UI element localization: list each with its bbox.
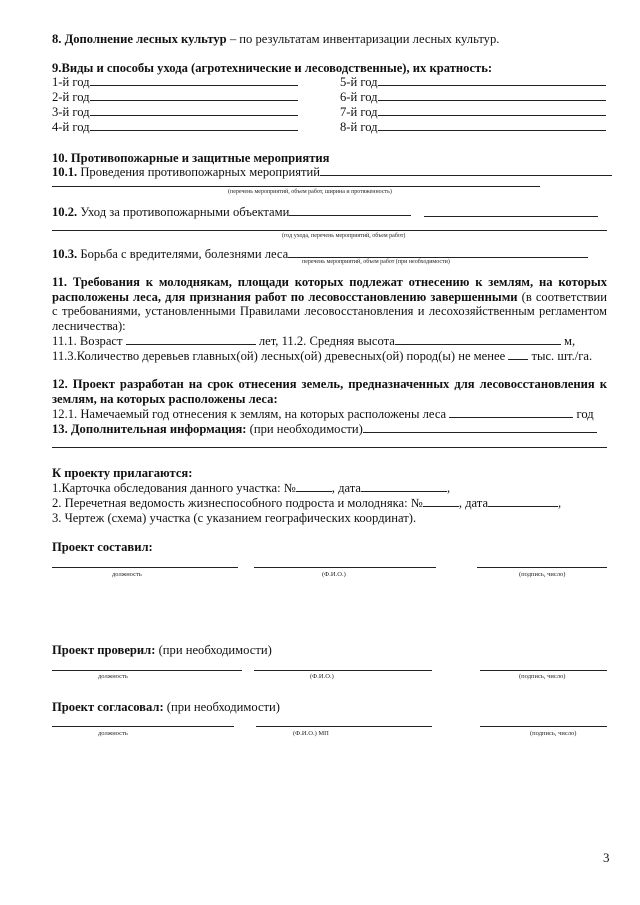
item-text: Борьба с вредителями, болезнями леса [77, 247, 289, 261]
approved-by-title: Проект согласовал: [52, 700, 164, 714]
count-field[interactable] [508, 349, 528, 360]
attachment-text: 1.Карточка обследования данного участка: № [52, 481, 296, 495]
attachment-3: 3. Чертеж (схема) участка (с указанием географических координат). [52, 511, 417, 525]
section-13-title: 13. Дополнительная информация: [52, 422, 247, 436]
item-number: 10.1. [52, 165, 78, 179]
fill-line[interactable] [288, 247, 588, 258]
number-field[interactable] [296, 481, 332, 492]
fill-line[interactable] [378, 90, 606, 101]
height-unit: м, [563, 334, 576, 348]
fill-line[interactable] [289, 205, 411, 216]
item-12-1 [52, 407, 594, 421]
year-label: 1-й год [52, 75, 90, 89]
year-label: 5-й год [340, 75, 378, 89]
position-line[interactable] [52, 567, 238, 568]
section-12-title: 12. Проект разработан на срок отнесения земель, предназначенных для лесовосстановления к землям, на которых расположены леса: [52, 377, 607, 406]
year-row-2 [52, 90, 298, 104]
caption-10-3: перечень мероприятий, объем работ (при необходимости) [302, 259, 450, 265]
fill-line[interactable] [90, 120, 298, 131]
name-caption: (Ф.И.О.) МП [293, 730, 329, 737]
position-line[interactable] [52, 670, 242, 671]
date-field[interactable] [488, 496, 558, 507]
year-row-5 [340, 75, 606, 89]
year-unit: год [576, 407, 594, 421]
signature-caption: (подпись, число) [530, 730, 577, 737]
item-11-1-2 [52, 334, 575, 348]
attachment-text: 2. Перечетная ведомость жизнеспособного подроста и молодняка: № [52, 496, 423, 510]
year-label: 3-й год [52, 105, 90, 119]
section-11-text: (в соответствии с требованиями, установленными Правилами лесовосстановления и лесохозяйственным регламентом лесничества): [52, 289, 607, 333]
fill-line[interactable] [90, 75, 298, 86]
fill-line[interactable] [52, 447, 607, 448]
section-9-title: 9.Виды и способы ухода (агротехнические и лесоводственные), их кратность: [52, 61, 493, 75]
signature-caption: (подпись, число) [519, 571, 566, 578]
checked-by-note: (при необходимости) [155, 643, 272, 657]
page-number: 3 [603, 850, 610, 865]
name-caption: (Ф.И.О.) [322, 571, 346, 578]
item-number: 10.3. [52, 247, 78, 261]
year-row-1 [52, 75, 298, 89]
year-row-4 [52, 120, 298, 134]
fill-line[interactable] [90, 105, 298, 116]
fill-line[interactable] [320, 165, 612, 176]
year-label: 8-й год [340, 120, 378, 134]
approved-by-note: (при необходимости) [163, 700, 280, 714]
number-field[interactable] [423, 496, 459, 507]
year-row-8 [340, 120, 606, 134]
position-caption: должность [98, 673, 128, 680]
name-line[interactable] [254, 670, 432, 671]
fill-line[interactable] [52, 186, 540, 187]
attachments-title: К проекту прилагаются: [52, 466, 193, 480]
year-label: 7-й год [340, 105, 378, 119]
fill-line[interactable] [363, 422, 597, 433]
comma: , [447, 481, 451, 495]
fill-line[interactable] [378, 105, 606, 116]
signature-caption: (подпись, число) [519, 673, 566, 680]
year-label: 4-й год [52, 120, 90, 134]
position-line[interactable] [52, 726, 234, 727]
fill-line[interactable] [378, 120, 606, 131]
age-unit: лет, 11.2. Средняя высота [258, 334, 395, 348]
item-number: 10.2. [52, 205, 78, 219]
position-caption: должность [98, 730, 128, 737]
section-8-text: – по результатам инвентаризации лесных культур. [226, 32, 500, 46]
year-row-7 [340, 105, 606, 119]
signature-line[interactable] [480, 726, 607, 727]
section-11-title: 11. Требования к молоднякам, площади которых подлежат отнесению к землям, на которых расположены леса, для признания работ по лесовосстановлению завершенными [52, 275, 607, 304]
item-text: Проведения противопожарных мероприятий [77, 165, 320, 179]
item-11-3 [52, 349, 592, 363]
checked-by [52, 643, 272, 657]
item-10-1 [52, 165, 612, 179]
attachment-date-label: , дата [458, 496, 489, 510]
count-unit: тыс. шт./га. [531, 349, 593, 363]
attachment-date-label: , дата [331, 481, 361, 495]
approved-by [52, 700, 280, 714]
age-label: 11.1. Возраст [52, 334, 123, 348]
checked-by-title: Проект проверил: [52, 643, 156, 657]
year-row-6 [340, 90, 606, 104]
age-field[interactable] [126, 334, 256, 345]
position-caption: должность [112, 571, 142, 578]
fill-line[interactable] [90, 90, 298, 101]
caption-10-2: (год ухода, перечень мероприятий, объем работ) [282, 233, 406, 239]
signature-line[interactable] [477, 567, 607, 568]
item-text: Уход за противопожарными объектами [77, 205, 290, 219]
caption-10-1: (перечень мероприятий, объем работ, ширина и протяженность) [228, 189, 392, 195]
item-text: 12.1. Намечаемый год отнесения к землям, на которых расположены леса [52, 407, 447, 421]
section-11-paragraph [52, 275, 607, 333]
year-row-3 [52, 105, 298, 119]
year-label: 2-й год [52, 90, 90, 104]
attachment-2 [52, 496, 561, 510]
item-10-2 [52, 205, 411, 219]
count-label: 11.3.Количество деревьев главных(ой) лесных(ой) древесных(ой) пород(ы) не менее [52, 349, 506, 363]
signature-line[interactable] [480, 670, 607, 671]
year-label: 6-й год [340, 90, 378, 104]
name-caption: (Ф.И.О.) [310, 673, 334, 680]
section-8 [52, 32, 499, 46]
name-line[interactable] [256, 726, 432, 727]
compiled-by-title: Проект составил: [52, 540, 153, 554]
section-13-text: (при необходимости) [246, 422, 363, 436]
section-8-title: 8. Дополнение лесных культур [52, 32, 227, 46]
fill-line[interactable] [424, 216, 598, 217]
attachment-1 [52, 481, 450, 495]
section-10-title: 10. Противопожарные и защитные мероприятия [52, 151, 330, 165]
name-line[interactable] [254, 567, 436, 568]
fill-line[interactable] [378, 75, 606, 86]
date-field[interactable] [361, 481, 447, 492]
section-13 [52, 422, 597, 436]
year-field[interactable] [449, 407, 573, 418]
fill-line[interactable] [52, 230, 607, 231]
height-field[interactable] [395, 334, 561, 345]
comma: , [558, 496, 562, 510]
